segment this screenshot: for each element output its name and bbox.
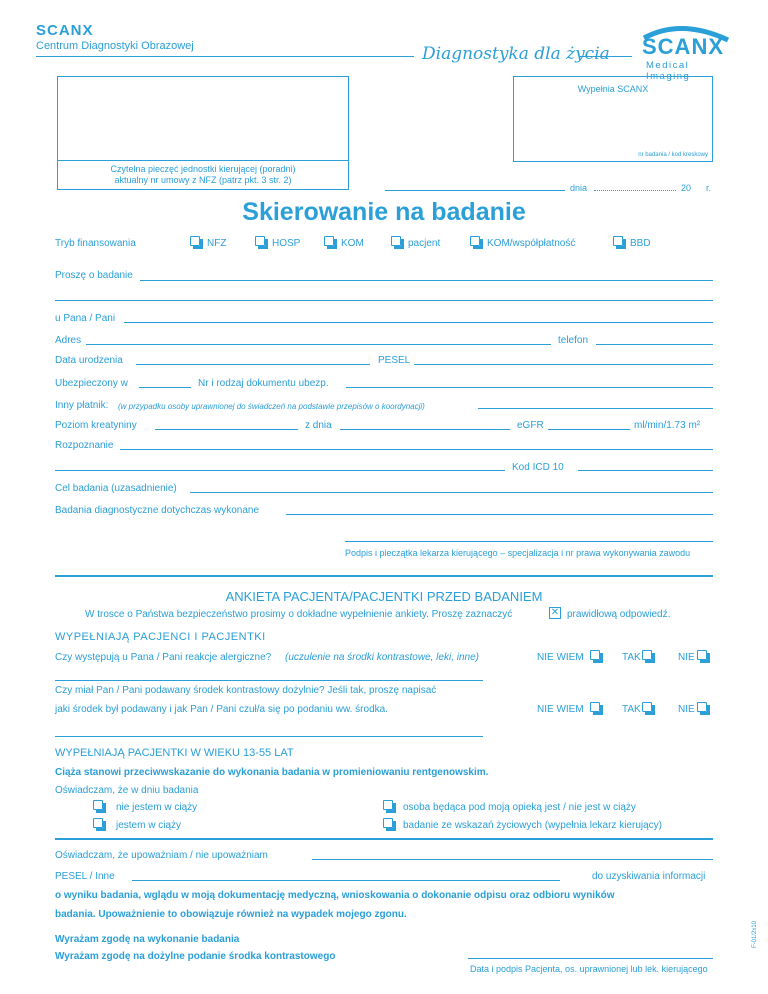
dnia-label: dnia (570, 183, 588, 193)
date-field[interactable] (594, 190, 676, 191)
q2-text-2: jaki środek był podawany i jak Pan / Pani czuł/a się po podaniu ww. środka. (55, 704, 388, 715)
doctor-signature-field[interactable] (345, 541, 713, 542)
section-female-patients: WYPEŁNIAJĄ PACJENTKI W WIEKU 13-55 LAT (55, 747, 294, 759)
diagnosis-field[interactable] (120, 449, 713, 450)
q1-text: Czy występują u Pana / Pani reakcje alergiczne? (55, 652, 272, 663)
not-pregnant-checkbox[interactable] (93, 800, 103, 810)
form-code: F-01/2x10 (752, 920, 758, 948)
to-get-info: do uzyskiwania informacji (592, 871, 706, 882)
request-label: Proszę o badanie (55, 270, 133, 281)
from-day-label: z dnia (305, 420, 332, 431)
checkbox-pacjent[interactable] (391, 236, 401, 246)
vital-label: badanie ze wskazań życiowych (wypełnia lekarz kierujący) (403, 820, 662, 831)
auth-text-2: badania. Upoważnienie to obowiązuje również na wypadek mojego zgonu. (55, 909, 407, 920)
q1-dontknow-label: NIE WIEM (537, 652, 584, 663)
guardian-checkbox[interactable] (383, 800, 393, 810)
patient-signature-field[interactable] (468, 958, 713, 959)
stamp-caption-2: aktualny nr umowy z NFZ (patrz pkt. 3 str. 2) (114, 175, 292, 185)
previous-field[interactable] (286, 514, 713, 515)
header-rule-right (580, 56, 632, 57)
financing-opt-pacjent: pacjent (408, 238, 441, 249)
q1-answer-field[interactable] (55, 680, 483, 681)
docnr-label: Nr i rodzaj dokumentu ubezp. (198, 378, 329, 389)
checkbox-hosp[interactable] (255, 236, 265, 246)
q2-no-label: NIE (678, 704, 695, 715)
insured-field[interactable] (139, 387, 191, 388)
section-all-patients: WYPEŁNIAJĄ PACJENCI I PACJENTKI (55, 631, 266, 643)
q2-text-1: Czy miał Pan / Pani podawany środek kontrastowy dożylnie? Jeśli tak, proszę napisać (55, 685, 437, 696)
payer-note: (w przypadku osoby uprawnionej do świadczeń na podstawie przepisów o koordynacji) (118, 402, 425, 411)
stamp-caption-1: Czytelna pieczęć jednostki kierującej (poradni) (110, 164, 296, 174)
q2-yes-label: TAK (622, 704, 641, 715)
previous-label: Badania diagnostyczne dotychczas wykonane (55, 505, 260, 516)
signature-caption: Podpis i pieczątka lekarza kierującego – specjalizacja i nr prawa wykonywania zawodu (345, 548, 691, 558)
q2-no-checkbox[interactable] (697, 702, 707, 712)
docnr-field[interactable] (346, 387, 713, 388)
address-label: Adres (55, 335, 82, 346)
phone-field[interactable] (596, 344, 713, 345)
header-rule-left (36, 56, 414, 57)
scanx-box-caption: nr badania / kod kreskowy (638, 152, 708, 158)
stamp-box[interactable] (57, 76, 349, 190)
egfr-field[interactable] (548, 429, 630, 430)
logo-sub: Medical Imaging (646, 60, 691, 82)
financing-opt-nfz: NFZ (207, 238, 227, 249)
pesel-label: PESEL (378, 355, 411, 366)
checkbox-nfz[interactable] (190, 236, 200, 246)
consent-exam: Wyrażam zgodę na wykonanie badania (55, 934, 240, 945)
pregnant-label: jestem w ciąży (116, 820, 182, 831)
declare-day: Oświadczam, że w dniu badania (55, 785, 199, 796)
q2-dontknow-label: NIE WIEM (537, 704, 584, 715)
place-field[interactable] (385, 190, 565, 191)
icd-label: Kod ICD 10 (512, 462, 564, 473)
phone-label: telefon (558, 335, 589, 346)
payer-label: Inny płatnik: (55, 400, 109, 411)
q1-yes-label: TAK (622, 652, 641, 663)
r-label: r. (706, 183, 712, 193)
q1-no-checkbox[interactable] (697, 650, 707, 660)
pesel-field[interactable] (414, 364, 713, 365)
diagnosis-field-2[interactable] (55, 470, 505, 471)
creatinine-label: Poziom kreatyniny (55, 420, 137, 431)
pesel-other-label: PESEL / Inne (55, 871, 115, 882)
birth-label: Data urodzenia (55, 355, 123, 366)
purpose-field[interactable] (190, 492, 713, 493)
checkbox-kom[interactable] (324, 236, 334, 246)
financing-opt-bbd: BBD (630, 238, 651, 249)
page-title: Skierowanie na badanie (242, 198, 526, 226)
checkbox-bbd[interactable] (613, 236, 623, 246)
financing-opt-kom: KOM (341, 238, 364, 249)
vital-checkbox[interactable] (383, 818, 393, 828)
diagnosis-label: Rozpoznanie (55, 440, 114, 451)
consent-contrast: Wyrażam zgodę na dożylne podanie środka kontrastowego (55, 951, 336, 962)
survey-title: ANKIETA PACJENTA/PACJENTKI PRZED BADANIEM (225, 589, 543, 604)
payer-field[interactable] (478, 408, 713, 409)
pregnancy-warning: Ciąża stanowi przeciwwskazanie do wykonania badania w promieniowaniu rentgenowskim. (55, 767, 489, 778)
patient-sign-caption: Data i podpis Pacjenta, os. uprawnionej lub lek. kierującego (470, 964, 708, 974)
financing-label: Tryb finansowania (55, 238, 136, 249)
year-label: 20 (681, 183, 692, 193)
survey-intro: W trosce o Państwa bezpieczeństwo prosimy o dokładne wypełnienie ankiety. Proszę zaznaczyć (85, 609, 513, 620)
creatinine-field[interactable] (155, 429, 298, 430)
request-field-2[interactable] (55, 300, 713, 301)
purpose-label: Cel badania (uzasadnienie) (55, 483, 177, 494)
tagline: Diagnostyka dla życia (422, 44, 610, 64)
address-field[interactable] (86, 344, 551, 345)
scanx-box-title: Wypełnia SCANX (577, 84, 649, 94)
survey-intro-after: prawidłową odpowiedź. (567, 609, 671, 620)
divider-2 (55, 838, 713, 840)
checkbox-kom-wsp[interactable] (470, 236, 480, 246)
insured-label: Ubezpieczony w (55, 378, 128, 389)
q1-yes-checkbox[interactable] (642, 650, 652, 660)
pesel-other-field[interactable] (132, 880, 560, 881)
financing-opt-hosp: HOSP (272, 238, 301, 249)
financing-opt-kom-wsp: KOM/współpłatność (487, 238, 576, 249)
guardian-label: osoba będąca pod moją opieką jest / nie jest w ciąży (403, 802, 636, 813)
patient-field[interactable] (124, 322, 713, 323)
patient-label: u Pana / Pani (55, 313, 116, 324)
q2-answer-field[interactable] (55, 736, 483, 737)
auth-text-1: o wyniku badania, wglądu w moją dokumentację medyczną, wnioskowania o dokonanie odpisu oraz odbioru wyników (55, 890, 615, 901)
icd-field[interactable] (578, 470, 713, 471)
pregnant-checkbox[interactable] (93, 818, 103, 828)
not-pregnant-label: nie jestem w ciąży (116, 802, 198, 813)
scanx-logo (636, 18, 736, 82)
egfr-label: eGFR (517, 420, 544, 431)
q2-yes-checkbox[interactable] (642, 702, 652, 712)
authorize-field[interactable] (312, 859, 713, 860)
birth-field[interactable] (136, 364, 370, 365)
checked-example-icon: ✕ (550, 607, 560, 618)
q1-no-label: NIE (678, 652, 695, 663)
from-day-field[interactable] (340, 429, 510, 430)
brand-name: SCANX (36, 22, 94, 39)
q1-note: (uczulenie na środki kontrastowe, leki, inne) (285, 652, 479, 663)
brand-subtitle: Centrum Diagnostyki Obrazowej (36, 40, 194, 52)
q1-dontknow-checkbox[interactable] (590, 650, 600, 660)
egfr-unit: ml/min/1.73 m² (634, 420, 701, 431)
scanx-box (513, 76, 713, 162)
divider (55, 575, 713, 577)
q2-dontknow-checkbox[interactable] (590, 702, 600, 712)
request-field[interactable] (140, 280, 713, 281)
authorize-label: Oświadczam, że upoważniam / nie upoważniam (55, 850, 268, 861)
logo-text: SCANX (642, 34, 725, 59)
